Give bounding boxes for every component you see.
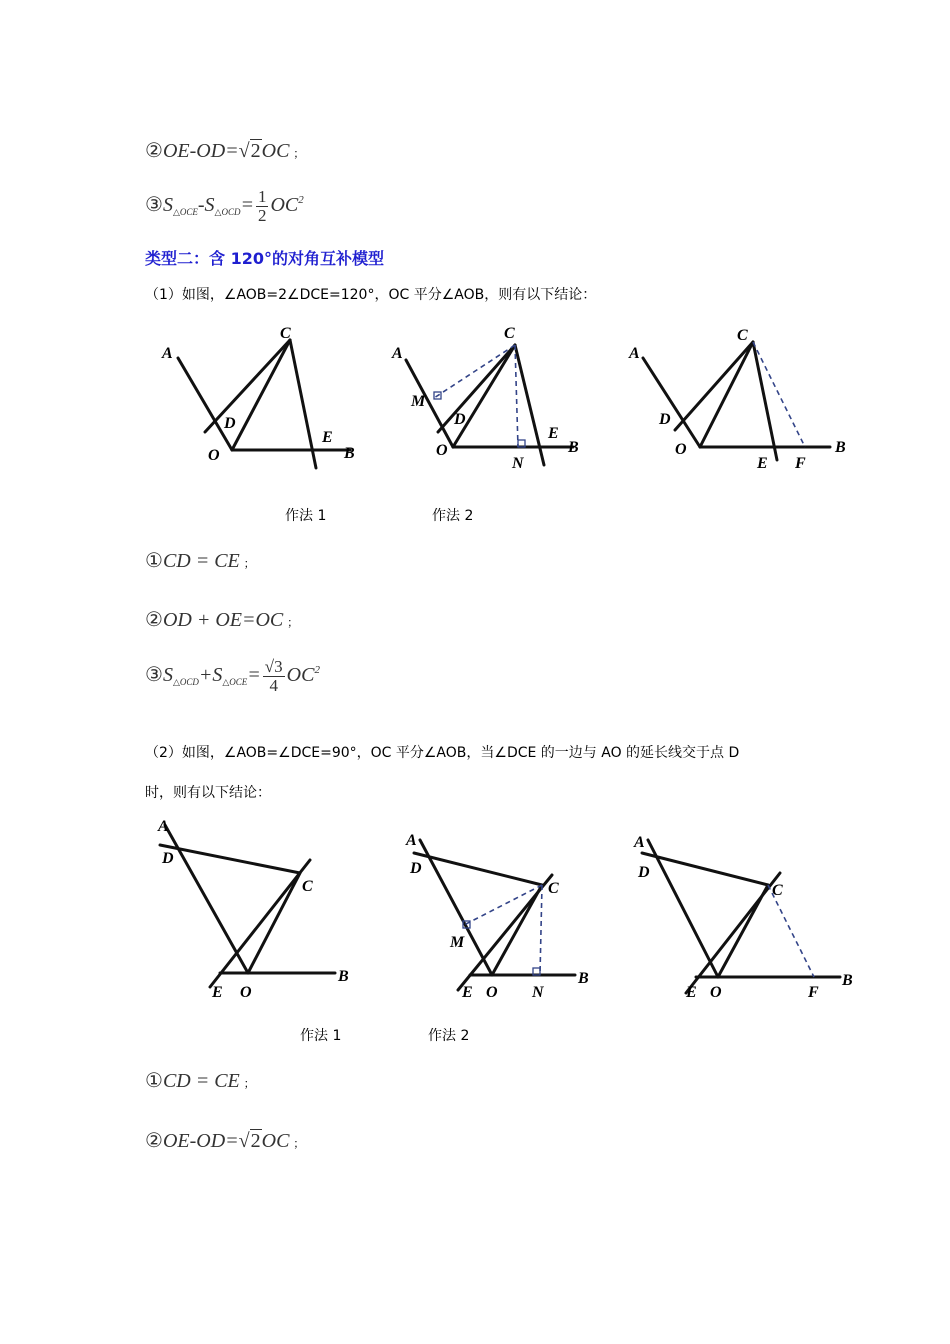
label-b: B	[568, 439, 579, 456]
label-d: D	[224, 415, 236, 432]
label-a: A	[406, 832, 417, 849]
result-p1-2: ②OD + OE=OC ；	[145, 609, 299, 631]
caption-p2-1: 作法 1	[300, 1028, 342, 1044]
label-c: C	[302, 878, 313, 895]
label-b: B	[842, 972, 853, 989]
label-o: O	[675, 441, 687, 458]
label-m: M	[411, 393, 426, 410]
label-o: O	[710, 984, 722, 1001]
label-e: E	[686, 984, 697, 1001]
label-e: E	[462, 984, 473, 1001]
result-top-3: $③S_{\triangle OCE}-S_{\triangle OCD}=$ $\frac{1}{2}$ $OC^2$	[145, 187, 304, 225]
label-o: O	[486, 984, 498, 1001]
label-n: N	[532, 984, 544, 1001]
label-c: C	[504, 325, 515, 342]
label-b: B	[344, 445, 355, 462]
label-e: E	[757, 455, 768, 472]
part1-intro: （1）如图，∠AOB=2∠DCE=120°，OC 平分∠AOB，则有以下结论：	[145, 287, 597, 303]
label-a: A	[158, 818, 169, 835]
label-d: D	[162, 850, 174, 867]
label-e: E	[548, 425, 559, 442]
label-c: C	[280, 325, 291, 342]
caption-p1-2: 作法 2	[432, 508, 474, 524]
label-d: D	[659, 411, 671, 428]
label-b: B	[835, 439, 846, 456]
label-c: C	[548, 880, 559, 897]
caption-p2-2: 作法 2	[428, 1028, 470, 1044]
part2-intro-line2: 时，则有以下结论：	[145, 785, 271, 801]
label-a: A	[162, 345, 173, 362]
figure-p2-3	[628, 825, 860, 1005]
label-n: N	[512, 455, 524, 472]
label-o: O	[240, 984, 252, 1001]
label-d: D	[454, 411, 466, 428]
label-d: D	[638, 864, 650, 881]
label-c: C	[772, 882, 783, 899]
figure-p1-2	[378, 320, 593, 480]
figure-p2-1	[150, 815, 365, 1005]
label-e: E	[322, 429, 333, 446]
figure-p1-1	[150, 320, 365, 470]
figure-p1-3	[615, 320, 860, 475]
figure-p2-2	[400, 825, 595, 1010]
label-a: A	[629, 345, 640, 362]
label-a: A	[392, 345, 403, 362]
label-f: F	[808, 984, 819, 1001]
label-o: O	[436, 442, 448, 459]
label-e: E	[212, 984, 223, 1001]
label-m: M	[450, 934, 465, 951]
label-b: B	[338, 968, 349, 985]
label-f: F	[795, 455, 806, 472]
label-c: C	[737, 327, 748, 344]
result-p2-2: ②OE-OD=√2OC ；	[145, 1130, 305, 1152]
label-a: A	[634, 834, 645, 851]
section-heading: 类型二：含 120°的对角互补模型	[145, 249, 384, 268]
result-p2-1: ①CD = CE ；	[145, 1070, 255, 1092]
result-top-2: ②OE-OD=√2OC ；	[145, 140, 305, 162]
result-p1-3: $③S_{\triangle OCD}+S_{\triangle OCE}=$ $\frac{√3}{4}$ $OC^2$	[145, 657, 320, 695]
result-p1-1: ①CD = CE ；	[145, 550, 255, 572]
label-b: B	[578, 970, 589, 987]
caption-p1-1: 作法 1	[285, 508, 327, 524]
label-d: D	[410, 860, 422, 877]
label-o: O	[208, 447, 220, 464]
part2-intro-line1: （2）如图，∠AOB=∠DCE=90°，OC 平分∠AOB，当∠DCE 的一边与 AO 的延长线交于点 D	[145, 745, 740, 761]
